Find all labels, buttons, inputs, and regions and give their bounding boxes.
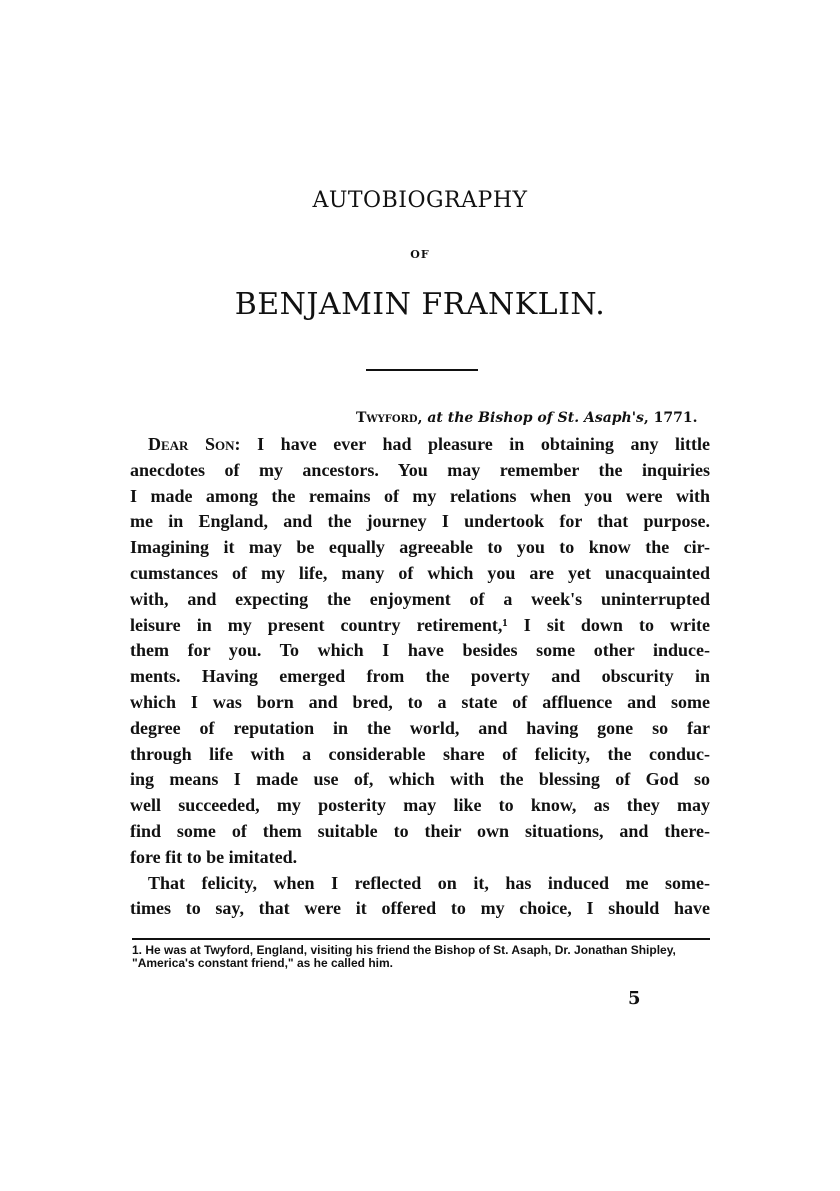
text-line: Imagining it may be equally agreeable to you to know the cir- (130, 537, 710, 558)
title-of: OF (410, 248, 430, 261)
text-line: which I was born and bred, to a state of affluence and some (130, 691, 710, 712)
text-line: leisure in my present country retirement,¹ I sit down to write (130, 614, 710, 635)
text-line: them for you. To which I have besides some other induce- (130, 640, 710, 661)
text-line: ing means I made use of, which with the blessing of God so (130, 769, 710, 790)
text-line: anecdotes of my ancestors. You may remember the inquiries (130, 459, 710, 480)
author-name: BENJAMIN FRANKLIN. (234, 287, 606, 322)
text-line: ments. Having emerged from the poverty and obscurity in (130, 666, 710, 687)
text-line: cumstances of my life, many of which you are yet unacquainted (130, 562, 710, 583)
text-line: with, and expecting the enjoyment of a week's uninterrupted (130, 588, 710, 609)
text-line: Dear Son: I have ever had pleasure in obtaining any little (148, 434, 711, 454)
text-line: well succeeded, my posterity may like to know, as they may (130, 795, 710, 816)
dateline-place: Twyford (356, 410, 418, 426)
text-line: through life with a considerable share of felicity, the conduc- (130, 743, 710, 764)
text-line: me in England, and the journey I undertook for that purpose. (130, 511, 710, 532)
text-line: find some of them suitable to their own situations, and there- (130, 820, 710, 841)
footnote: 1. He was at Twyford, England, visiting his friend the Bishop of St. Asaph, Dr. Jonathan Shipley, "America's constant friend," as he called him. (132, 943, 676, 970)
dateline-year: 1771. (653, 410, 698, 426)
text-line: times to say, that were it offered to my choice, I should have (130, 898, 710, 919)
text-line: degree of reputation in the world, and having gone so far (130, 717, 710, 738)
page-number: 5 (628, 988, 641, 1009)
text-line: That felicity, when I reflected on it, has induced me some- (148, 872, 710, 893)
dateline-location: at the Bishop of St. Asaph's (427, 410, 644, 426)
text-line: I made among the remains of my relations when you were with (130, 485, 710, 506)
footnote-divider (132, 938, 710, 940)
book-title: AUTOBIOGRAPHY (312, 188, 528, 213)
letter-body (130, 432, 710, 922)
salutation: Dear Son: (148, 434, 241, 454)
title-divider (366, 369, 478, 371)
dateline: Twyford, at the Bishop of St. Asaph's, 1771. (356, 410, 698, 426)
text-line: fore fit to be imitated. (130, 846, 298, 867)
